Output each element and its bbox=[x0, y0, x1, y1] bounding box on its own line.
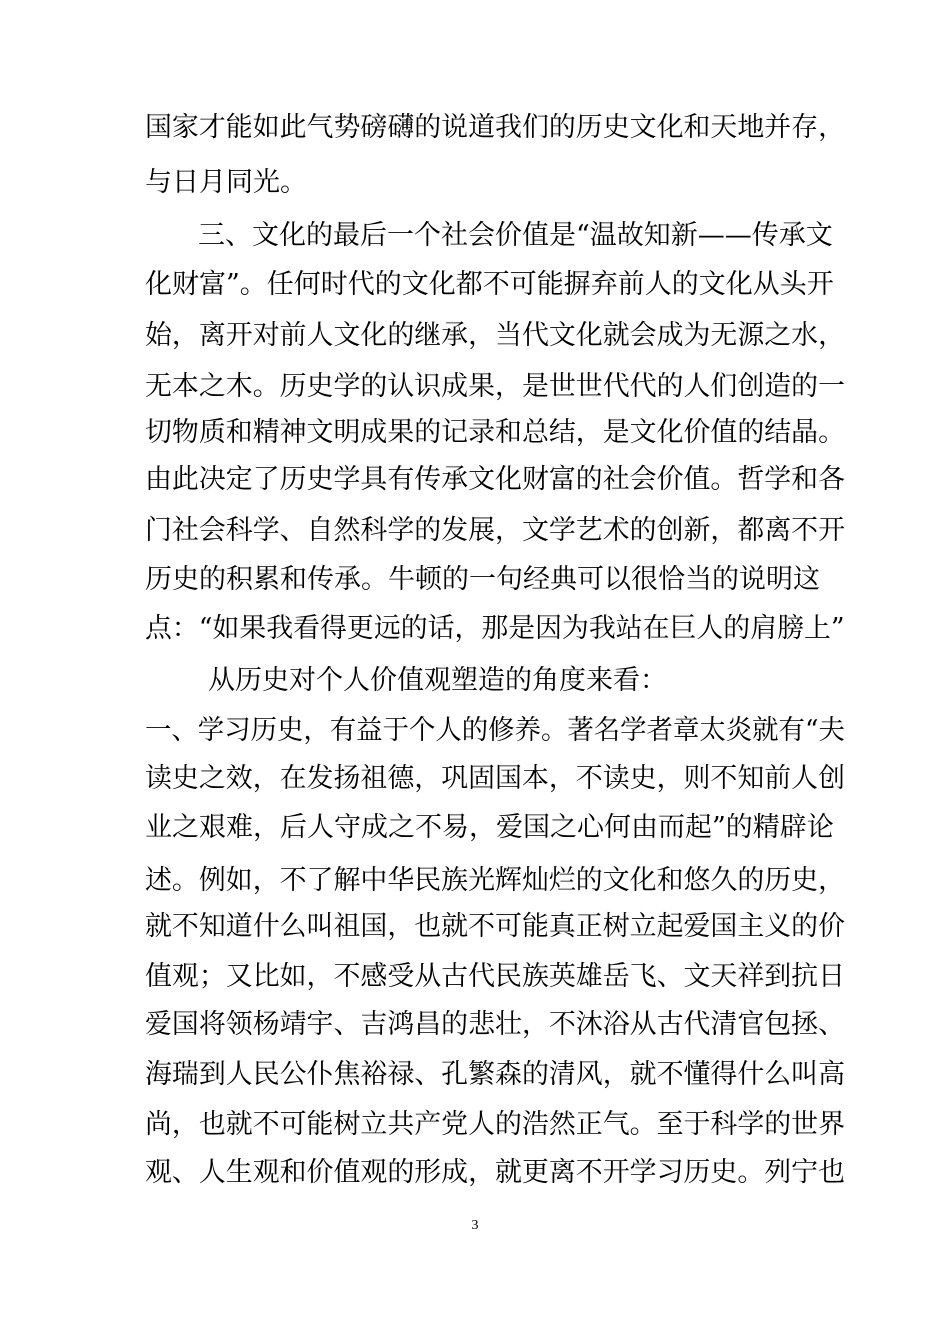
text-line: 切物质和精神文明成果的记录和总结，是文化价值的结晶。 bbox=[145, 417, 846, 448]
text-line: 由此决定了历史学具有传承文化财富的社会价值。哲学和各 bbox=[145, 464, 846, 495]
text-line: 述。例如，不了解中华民族光辉灿烂的文化和悠久的历史， bbox=[145, 865, 846, 896]
text-line: 从历史对个人价值观塑造的角度来看： bbox=[208, 665, 667, 696]
text-line: 业之艰难，后人守成之不易，爱国之心何由而起”的精辟论 bbox=[145, 812, 834, 843]
text-line: 一、学习历史，有益于个人的修养。著名学者章太炎就有“夫 bbox=[145, 715, 845, 746]
text-line: 化财富”。任何时代的文化都不可能摒弃前人的文化从头开 bbox=[145, 269, 834, 300]
text-line: 读史之效，在发扬祖德，巩固国本，不读史，则不知前人创 bbox=[145, 763, 846, 794]
text-line: 始，离开对前人文化的继承，当代文化就会成为无源之水， bbox=[145, 320, 846, 351]
text-line: 三、文化的最后一个社会价值是“温故知新——传承文 bbox=[198, 220, 833, 251]
page-number: 3 bbox=[471, 1218, 479, 1233]
text-line: 观、人生观和价值观的形成，就更离不开学习历史。列宁也 bbox=[145, 1157, 846, 1188]
text-line: 门社会科学、自然科学的发展，文学艺术的创新，都离不开 bbox=[145, 515, 846, 546]
text-line: 尚，也就不可能树立共产党人的浩然正气。至于科学的世界 bbox=[145, 1109, 846, 1140]
text-line: 与日月同光。 bbox=[145, 167, 307, 198]
text-line: 值观；又比如，不感受从古代民族英雄岳飞、文天祥到抗日 bbox=[145, 961, 846, 992]
text-line: 爱国将领杨靖宇、吉鸿昌的悲壮，不沐浴从古代清官包拯、 bbox=[145, 1009, 846, 1040]
text-line: 点：“如果我看得更远的话，那是因为我站在巨人的肩膀上” bbox=[145, 613, 845, 644]
text-line: 就不知道什么叫祖国，也就不可能真正树立起爱国主义的价 bbox=[145, 911, 846, 942]
text-line: 无本之木。历史学的认识成果，是世世代代的人们创造的一 bbox=[145, 371, 846, 402]
text-line: 海瑞到人民公仆焦裕禄、孔繁森的清风，就不懂得什么叫高 bbox=[145, 1059, 846, 1090]
text-line: 国家才能如此气势磅礴的说道我们的历史文化和天地并存， bbox=[145, 112, 846, 143]
text-line: 历史的积累和传承。牛顿的一句经典可以很恰当的说明这 bbox=[145, 564, 820, 595]
